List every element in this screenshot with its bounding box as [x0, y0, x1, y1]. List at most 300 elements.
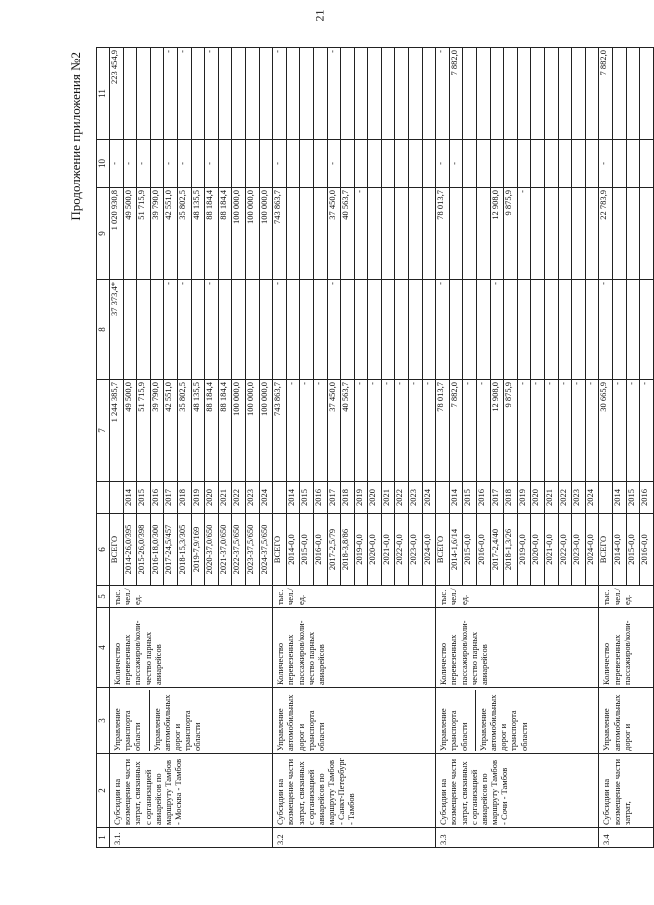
federal-budget — [313, 280, 327, 380]
local-budget: - — [110, 140, 124, 188]
total-cost: 42 551,0 — [164, 380, 178, 482]
regional-budget — [409, 188, 423, 280]
local-budget: - — [123, 140, 137, 188]
local-budget — [626, 140, 640, 188]
total-cost: - — [477, 380, 491, 482]
regional-budget — [286, 188, 300, 280]
year: 2019 — [191, 482, 205, 514]
federal-budget — [626, 280, 640, 380]
other-sources — [409, 48, 423, 140]
column-header — [97, 482, 110, 514]
continuation-caption: Продолжение приложения №2 — [68, 52, 83, 221]
year: 2022 — [232, 482, 246, 514]
local-budget: - — [449, 140, 463, 188]
unit: тыс. чел./ ед. — [110, 586, 273, 608]
other-sources: - — [273, 48, 287, 140]
year: 2016 — [477, 482, 491, 514]
federal-budget: - — [177, 280, 191, 380]
year-target: 2016-0,0 — [640, 514, 654, 586]
regional-budget: 743 863,7 — [273, 188, 287, 280]
federal-budget: - — [436, 280, 450, 380]
other-sources — [626, 48, 640, 140]
local-budget: - — [205, 140, 219, 188]
year: 2022 — [395, 482, 409, 514]
year-target: 2014-1,6/14 — [449, 514, 463, 586]
year: 2020 — [205, 482, 219, 514]
column-header: 2 — [97, 754, 110, 828]
year-target: ВСЕГО — [273, 514, 287, 586]
local-budget: - — [327, 140, 341, 188]
year-target: 2014-0,0 — [286, 514, 300, 586]
year: 2024 — [422, 482, 436, 514]
federal-budget: - — [327, 280, 341, 380]
local-budget: - — [137, 140, 151, 188]
local-budget — [150, 140, 164, 188]
budget-table — [96, 47, 654, 848]
year-target: 2022-0,0 — [395, 514, 409, 586]
executor-name: Управление транспорта области — [112, 708, 143, 751]
regional-budget — [422, 188, 436, 280]
table-row — [436, 48, 450, 848]
local-budget: - — [177, 140, 191, 188]
federal-budget — [381, 280, 395, 380]
regional-budget: 12 908,0 — [490, 188, 504, 280]
local-budget — [422, 140, 436, 188]
federal-budget: - — [599, 280, 613, 380]
local-budget — [545, 140, 559, 188]
executor-cell — [110, 688, 273, 754]
federal-budget — [259, 280, 273, 380]
indicator-name: Количество перевезенных пассажиров/коли-чество парных авиарейсов — [110, 608, 273, 688]
year-target: ВСЕГО — [110, 514, 124, 586]
local-budget — [232, 140, 246, 188]
regional-budget: 9 875,9 — [504, 188, 518, 280]
local-budget — [313, 140, 327, 188]
total-cost: - — [463, 380, 477, 482]
local-budget — [612, 140, 626, 188]
year-target: 2015-0,0 — [626, 514, 640, 586]
other-sources — [150, 48, 164, 140]
regional-budget: 22 783,9 — [599, 188, 613, 280]
year-target: 2018-1,3/26 — [504, 514, 518, 586]
year: 2014 — [449, 482, 463, 514]
year: 2015 — [300, 482, 314, 514]
year: 2015 — [137, 482, 151, 514]
local-budget — [341, 140, 355, 188]
regional-budget: 78 013,7 — [436, 188, 450, 280]
other-sources — [354, 48, 368, 140]
other-sources: - — [177, 48, 191, 140]
year-target: 2023-0,0 — [572, 514, 586, 586]
local-budget — [517, 140, 531, 188]
total-cost: - — [409, 380, 423, 482]
year-target: 2014-0,0 — [612, 514, 626, 586]
year-target: 2017-2,5/79 — [327, 514, 341, 586]
table-row — [273, 48, 287, 848]
federal-budget — [612, 280, 626, 380]
other-sources — [531, 48, 545, 140]
page-number: 21 — [312, 9, 327, 22]
rotated-table-area — [68, 48, 650, 848]
executor-name: Управление автомобильных дорог и транспорта области — [475, 690, 529, 751]
total-cost: 88 184,4 — [205, 380, 219, 482]
total-cost: 743 863,7 — [273, 380, 287, 482]
other-sources — [612, 48, 626, 140]
indicator-name: Количество перевезенных пассажиров/коли-чество парных авиарейсов — [273, 608, 436, 688]
regional-budget: 49 500,0 — [123, 188, 137, 280]
total-cost: - — [558, 380, 572, 482]
total-cost: - — [300, 380, 314, 482]
regional-budget: 37 450,0 — [327, 188, 341, 280]
executor-cell — [599, 688, 653, 754]
year: 2019 — [517, 482, 531, 514]
item-number: 3.4 — [599, 828, 653, 848]
year-target: 2021-0,0 — [381, 514, 395, 586]
regional-budget: 100 000,0 — [245, 188, 259, 280]
year: 2015 — [463, 482, 477, 514]
year-target: ВСЕГО — [599, 514, 613, 586]
total-cost: 37 450,0 — [327, 380, 341, 482]
regional-budget — [381, 188, 395, 280]
indicator-name: Количество перевезенных пассажиров/коли- — [599, 608, 653, 688]
federal-budget — [409, 280, 423, 380]
other-sources: - — [436, 48, 450, 140]
total-cost: - — [395, 380, 409, 482]
other-sources — [545, 48, 559, 140]
column-header: 7 — [97, 380, 110, 482]
other-sources — [341, 48, 355, 140]
regional-budget: 1 020 930,8 — [110, 188, 124, 280]
item-number: 3.1. — [110, 828, 273, 848]
year-target: 2020-0,0 — [368, 514, 382, 586]
year: 2019 — [354, 482, 368, 514]
year: 2014 — [612, 482, 626, 514]
other-sources — [300, 48, 314, 140]
local-budget — [640, 140, 654, 188]
regional-budget: 51 715,9 — [137, 188, 151, 280]
total-cost: 40 563,7 — [341, 380, 355, 482]
local-budget — [572, 140, 586, 188]
unit: тыс. чел./ ед. — [436, 586, 599, 608]
total-cost: 7 882,0 — [449, 380, 463, 482]
regional-budget — [300, 188, 314, 280]
other-sources — [504, 48, 518, 140]
regional-budget — [368, 188, 382, 280]
local-budget — [191, 140, 205, 188]
year: 2024 — [259, 482, 273, 514]
year-target: 2023-0,0 — [409, 514, 423, 586]
local-budget: - — [599, 140, 613, 188]
federal-budget — [640, 280, 654, 380]
other-sources — [572, 48, 586, 140]
other-sources — [218, 48, 232, 140]
other-sources — [259, 48, 273, 140]
regional-budget: 88 184,4 — [218, 188, 232, 280]
regional-budget — [545, 188, 559, 280]
federal-budget: - — [490, 280, 504, 380]
local-budget — [395, 140, 409, 188]
year-target: 2018-15,3/305 — [177, 514, 191, 586]
local-budget — [504, 140, 518, 188]
total-cost: - — [381, 380, 395, 482]
local-budget — [381, 140, 395, 188]
other-sources — [395, 48, 409, 140]
regional-budget — [477, 188, 491, 280]
federal-budget — [545, 280, 559, 380]
year: 2017 — [490, 482, 504, 514]
year-target: 2015-0,0 — [300, 514, 314, 586]
other-sources: 7 882,0 — [449, 48, 463, 140]
year: 2023 — [245, 482, 259, 514]
federal-budget — [395, 280, 409, 380]
regional-budget: 42 551,0 — [164, 188, 178, 280]
year-target: 2021-37,0/650 — [218, 514, 232, 586]
total-cost: - — [585, 380, 599, 482]
total-cost: 88 184,4 — [218, 380, 232, 482]
federal-budget — [585, 280, 599, 380]
year: 2020 — [531, 482, 545, 514]
federal-budget — [341, 280, 355, 380]
column-header: 9 — [97, 188, 110, 280]
federal-budget — [368, 280, 382, 380]
federal-budget — [191, 280, 205, 380]
total-cost: 1 244 385,7 — [110, 380, 124, 482]
executor-cell — [273, 688, 436, 754]
item-description: Субсидии на возмещение части затрат, — [599, 754, 653, 828]
executor-name: Управление транспорта области — [438, 708, 469, 751]
year-target: 2019-0,0 — [517, 514, 531, 586]
year-target: 2014-26,0/395 — [123, 514, 137, 586]
year: 2021 — [381, 482, 395, 514]
item-description: Субсидии на возмещение части затрат, связанных с организацией авиарейсов по маршруту Тамбов - Москва - Тамбов — [110, 754, 273, 828]
local-budget — [245, 140, 259, 188]
local-budget — [354, 140, 368, 188]
federal-budget: 37 373,4* — [110, 280, 124, 380]
total-cost: - — [626, 380, 640, 482]
total-cost: 48 135,5 — [191, 380, 205, 482]
header-row — [97, 48, 110, 848]
year-target: 2016-0,0 — [313, 514, 327, 586]
federal-budget — [558, 280, 572, 380]
year-target: 2015-26,0/398 — [137, 514, 151, 586]
table-row — [599, 48, 613, 848]
total-cost: - — [545, 380, 559, 482]
year-target: 2018-3,8/86 — [341, 514, 355, 586]
total-cost: - — [368, 380, 382, 482]
item-description: Субсидии на возмещение части затрат, связанных с организацией авиарейсов по маршруту Тамбов - Сочи - Тамбов — [436, 754, 599, 828]
year: 2023 — [409, 482, 423, 514]
regional-budget — [558, 188, 572, 280]
regional-budget: 100 000,0 — [232, 188, 246, 280]
year-target: 2020-37,0/650 — [205, 514, 219, 586]
regional-budget — [572, 188, 586, 280]
year: 2018 — [341, 482, 355, 514]
executor-cell — [436, 688, 599, 754]
federal-budget — [150, 280, 164, 380]
year: 2022 — [558, 482, 572, 514]
column-header: 4 — [97, 608, 110, 688]
local-budget — [585, 140, 599, 188]
federal-budget — [572, 280, 586, 380]
year: 2014 — [123, 482, 137, 514]
indicator-name: Количество перевезенных пассажиров/коли-чество парных авиарейсов — [436, 608, 599, 688]
federal-budget — [531, 280, 545, 380]
year: 2024 — [585, 482, 599, 514]
executor-name: Управление автомобильных дорог и транспорта области — [275, 694, 326, 751]
local-budget: - — [164, 140, 178, 188]
federal-budget — [517, 280, 531, 380]
local-budget — [531, 140, 545, 188]
year-target: 2022-37,5/650 — [232, 514, 246, 586]
year-target: 2022-0,0 — [558, 514, 572, 586]
regional-budget — [395, 188, 409, 280]
year: 2014 — [286, 482, 300, 514]
total-cost: 100 000,0 — [232, 380, 246, 482]
regional-budget: - — [354, 188, 368, 280]
year-target: 2024-0,0 — [422, 514, 436, 586]
other-sources: 7 882,0 — [599, 48, 613, 140]
year: 2023 — [572, 482, 586, 514]
other-sources — [422, 48, 436, 140]
federal-budget: - — [273, 280, 287, 380]
year-target: 2017-24,5/457 — [164, 514, 178, 586]
regional-budget — [626, 188, 640, 280]
item-description: Субсидии на возмещение части затрат, связанных с организацией авиарейсов по маршруту Тамбов - Санкт-Петербург - Тамбов — [273, 754, 436, 828]
year-target: 2019-0,0 — [354, 514, 368, 586]
federal-budget: - — [205, 280, 219, 380]
total-cost: 51 715,9 — [137, 380, 151, 482]
local-budget — [463, 140, 477, 188]
year-target: 2024-0,0 — [585, 514, 599, 586]
regional-budget — [449, 188, 463, 280]
federal-budget — [463, 280, 477, 380]
regional-budget: - — [517, 188, 531, 280]
year-target: 2017-2,4/40 — [490, 514, 504, 586]
total-cost: - — [640, 380, 654, 482]
year: 2016 — [313, 482, 327, 514]
column-header: 10 — [97, 140, 110, 188]
year: 2015 — [626, 482, 640, 514]
regional-budget: 88 184,4 — [205, 188, 219, 280]
total-cost: 49 500,0 — [123, 380, 137, 482]
other-sources: - — [205, 48, 219, 140]
item-number: 3.2 — [273, 828, 436, 848]
federal-budget — [245, 280, 259, 380]
local-budget: - — [273, 140, 287, 188]
column-header: 1 — [97, 828, 110, 848]
other-sources: - — [164, 48, 178, 140]
other-sources — [517, 48, 531, 140]
regional-budget — [531, 188, 545, 280]
regional-budget: 35 802,5 — [177, 188, 191, 280]
other-sources — [640, 48, 654, 140]
regional-budget — [585, 188, 599, 280]
regional-budget: 48 135,5 — [191, 188, 205, 280]
unit: тыс. чел./ ед. — [273, 586, 436, 608]
year: 2021 — [545, 482, 559, 514]
unit: тыс. чел./ ед. — [599, 586, 653, 608]
local-budget — [368, 140, 382, 188]
federal-budget — [123, 280, 137, 380]
year: 2017 — [327, 482, 341, 514]
item-number: 3.3 — [436, 828, 599, 848]
federal-budget — [218, 280, 232, 380]
regional-budget: 40 563,7 — [341, 188, 355, 280]
total-cost: - — [572, 380, 586, 482]
year-target: 2024-37,5/650 — [259, 514, 273, 586]
federal-budget — [477, 280, 491, 380]
total-cost: 12 908,0 — [490, 380, 504, 482]
federal-budget — [504, 280, 518, 380]
total-cost: - — [612, 380, 626, 482]
other-sources — [558, 48, 572, 140]
year-target: 2020-0,0 — [531, 514, 545, 586]
local-budget — [477, 140, 491, 188]
total-cost: 100 000,0 — [245, 380, 259, 482]
other-sources — [463, 48, 477, 140]
year-target: 2023-37,5/650 — [245, 514, 259, 586]
federal-budget — [137, 280, 151, 380]
regional-budget — [640, 188, 654, 280]
column-header: 11 — [97, 48, 110, 140]
year: 2021 — [218, 482, 232, 514]
regional-budget — [313, 188, 327, 280]
total-cost: 9 875,9 — [504, 380, 518, 482]
other-sources — [191, 48, 205, 140]
year-target: ВСЕГО — [436, 514, 450, 586]
other-sources: 223 454,9 — [110, 48, 124, 140]
year — [273, 482, 287, 514]
total-cost: 39 790,0 — [150, 380, 164, 482]
total-cost: 78 013,7 — [436, 380, 450, 482]
regional-budget — [463, 188, 477, 280]
other-sources — [137, 48, 151, 140]
regional-budget: 39 790,0 — [150, 188, 164, 280]
year: 2017 — [164, 482, 178, 514]
other-sources — [286, 48, 300, 140]
local-budget — [286, 140, 300, 188]
total-cost: - — [286, 380, 300, 482]
year: 2018 — [504, 482, 518, 514]
federal-budget — [232, 280, 246, 380]
year-target: 2015-0,0 — [463, 514, 477, 586]
year — [436, 482, 450, 514]
local-budget — [409, 140, 423, 188]
other-sources — [232, 48, 246, 140]
column-header: 5 — [97, 586, 110, 608]
year-target: 2016-18,0/300 — [150, 514, 164, 586]
executor-name: Управление автомобильных дорог и — [601, 694, 632, 751]
regional-budget — [612, 188, 626, 280]
year: 2016 — [640, 482, 654, 514]
column-header: 3 — [97, 688, 110, 754]
local-budget: - — [436, 140, 450, 188]
other-sources — [381, 48, 395, 140]
federal-budget: - — [164, 280, 178, 380]
regional-budget: 100 000,0 — [259, 188, 273, 280]
total-cost: - — [313, 380, 327, 482]
executor-name: Управление автомобильных дорог и транспорта области — [149, 690, 203, 751]
year: 2020 — [368, 482, 382, 514]
other-sources — [585, 48, 599, 140]
other-sources — [490, 48, 504, 140]
table-row — [110, 48, 124, 848]
local-budget — [490, 140, 504, 188]
other-sources — [368, 48, 382, 140]
federal-budget — [354, 280, 368, 380]
year — [599, 482, 613, 514]
total-cost: 100 000,0 — [259, 380, 273, 482]
